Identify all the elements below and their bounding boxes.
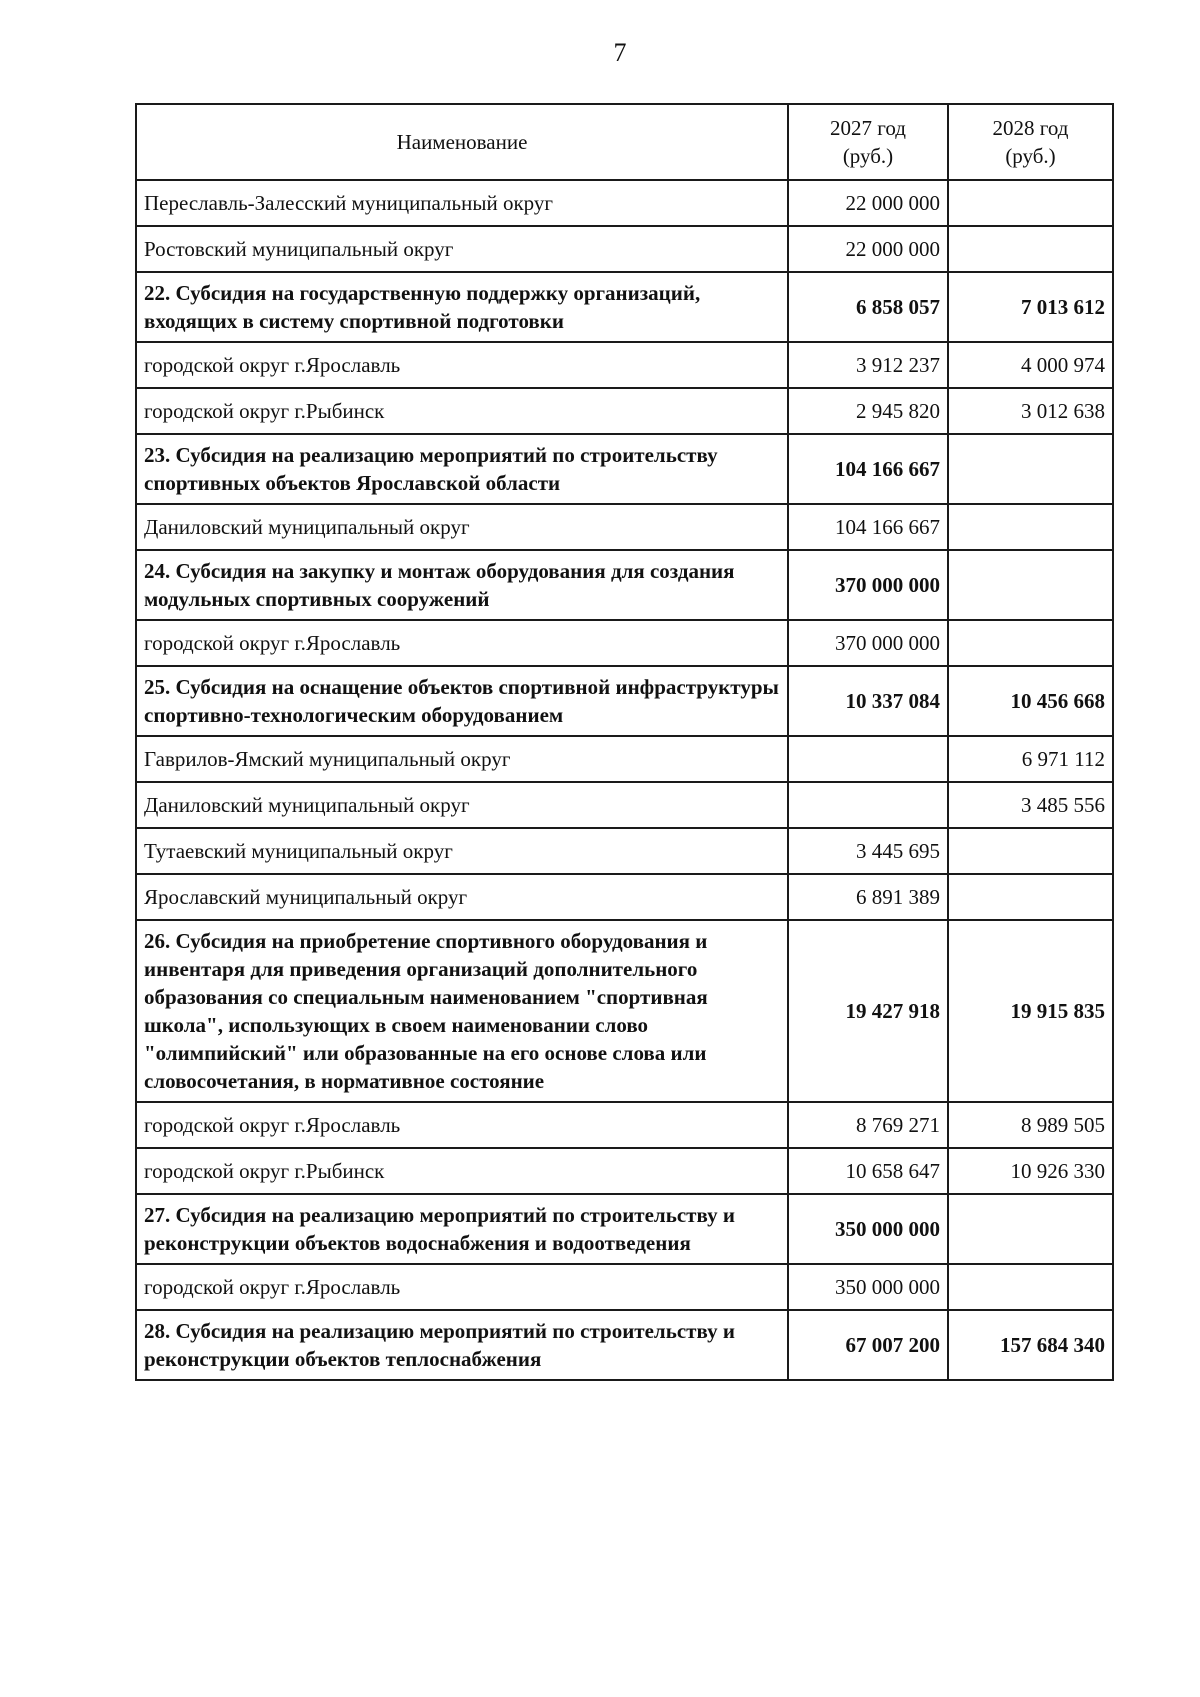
row-value-2027 (788, 736, 948, 782)
row-value-2027: 8 769 271 (788, 1102, 948, 1148)
row-name: Ростовский муниципальный округ (136, 226, 788, 272)
table-row (136, 782, 1113, 828)
row-value-2027: 3 912 237 (788, 342, 948, 388)
table-row (136, 1148, 1113, 1194)
subsidy-table (135, 103, 1114, 1381)
row-name: 26. Субсидия на приобретение спортивного оборудования и инвентаря для приведения организаций дополнительного образования со специальным наименованием "спортивная школа", использующих в своем наименовании слово "олимпийский" или образованные на его основе слова или словосочетания, в нормативное состояние (136, 920, 788, 1102)
row-value-2028: 10 926 330 (948, 1148, 1113, 1194)
row-name: Тутаевский муниципальный округ (136, 828, 788, 874)
row-value-2028 (948, 504, 1113, 550)
table-row (136, 226, 1113, 272)
row-value-2027: 22 000 000 (788, 180, 948, 226)
column-header-2027-unit: (руб.) (842, 144, 894, 168)
row-name: 25. Субсидия на оснащение объектов спортивной инфраструктуры спортивно-технологическим оборудованием (136, 666, 788, 736)
row-value-2028 (948, 620, 1113, 666)
table-row (136, 828, 1113, 874)
row-value-2027: 6 858 057 (788, 272, 948, 342)
table-row (136, 874, 1113, 920)
row-value-2028 (948, 434, 1113, 504)
row-value-2027: 350 000 000 (788, 1194, 948, 1264)
row-name: Ярославский муниципальный округ (136, 874, 788, 920)
row-name: 23. Субсидия на реализацию мероприятий по строительству спортивных объектов Ярославской области (136, 434, 788, 504)
row-value-2027: 10 337 084 (788, 666, 948, 736)
table-row (136, 342, 1113, 388)
table-row (136, 1102, 1113, 1148)
table-row-section (136, 550, 1113, 620)
row-value-2028 (948, 1194, 1113, 1264)
row-value-2027: 3 445 695 (788, 828, 948, 874)
table-row-section (136, 1194, 1113, 1264)
row-value-2028 (948, 550, 1113, 620)
column-header-2028-year: 2028 год (992, 116, 1069, 140)
row-value-2028 (948, 874, 1113, 920)
row-name: Переславль-Залесский муниципальный округ (136, 180, 788, 226)
row-name: городской округ г.Ярославль (136, 1102, 788, 1148)
row-value-2027: 370 000 000 (788, 550, 948, 620)
table-row (136, 180, 1113, 226)
table-body (136, 180, 1113, 1380)
table-row (136, 620, 1113, 666)
column-header-2027 (788, 104, 948, 180)
row-value-2027: 22 000 000 (788, 226, 948, 272)
column-header-2028 (948, 104, 1113, 180)
row-name: Даниловский муниципальный округ (136, 782, 788, 828)
table-row-section (136, 1310, 1113, 1380)
row-value-2028: 157 684 340 (948, 1310, 1113, 1380)
table-row (136, 388, 1113, 434)
row-name: 24. Субсидия на закупку и монтаж оборудования для создания модульных спортивных сооружений (136, 550, 788, 620)
table-row-section (136, 272, 1113, 342)
row-value-2028: 8 989 505 (948, 1102, 1113, 1148)
row-value-2028: 19 915 835 (948, 920, 1113, 1102)
row-name: Гаврилов-Ямский муниципальный округ (136, 736, 788, 782)
row-value-2028: 3 485 556 (948, 782, 1113, 828)
row-value-2027: 6 891 389 (788, 874, 948, 920)
table-row-section (136, 920, 1113, 1102)
table-header-row (136, 104, 1113, 180)
table-row-section (136, 434, 1113, 504)
row-value-2028: 6 971 112 (948, 736, 1113, 782)
row-name: Даниловский муниципальный округ (136, 504, 788, 550)
row-name: городской округ г.Рыбинск (136, 1148, 788, 1194)
row-name: 22. Субсидия на государственную поддержку организаций, входящих в систему спортивной подготовки (136, 272, 788, 342)
row-value-2028 (948, 226, 1113, 272)
row-name: 28. Субсидия на реализацию мероприятий по строительству и реконструкции объектов теплоснабжения (136, 1310, 788, 1380)
row-value-2028: 3 012 638 (948, 388, 1113, 434)
page-number: 7 (613, 38, 627, 67)
row-value-2027: 104 166 667 (788, 434, 948, 504)
table-row (136, 504, 1113, 550)
row-value-2027: 104 166 667 (788, 504, 948, 550)
row-value-2028 (948, 180, 1113, 226)
table-row-section (136, 666, 1113, 736)
row-value-2027 (788, 782, 948, 828)
row-name: городской округ г.Ярославль (136, 1264, 788, 1310)
row-name: городской округ г.Рыбинск (136, 388, 788, 434)
row-value-2027: 2 945 820 (788, 388, 948, 434)
column-header-name: Наименование (136, 104, 788, 180)
row-value-2027: 19 427 918 (788, 920, 948, 1102)
row-value-2028 (948, 1264, 1113, 1310)
row-name: 27. Субсидия на реализацию мероприятий по строительству и реконструкции объектов водоснабжения и водоотведения (136, 1194, 788, 1264)
row-value-2027: 10 658 647 (788, 1148, 948, 1194)
column-header-2028-unit: (руб.) (1005, 144, 1056, 168)
row-name: городской округ г.Ярославль (136, 620, 788, 666)
row-value-2028: 4 000 974 (948, 342, 1113, 388)
row-value-2028: 7 013 612 (948, 272, 1113, 342)
row-value-2028: 10 456 668 (948, 666, 1113, 736)
row-name: городской округ г.Ярославль (136, 342, 788, 388)
row-value-2027: 370 000 000 (788, 620, 948, 666)
column-header-2027-year: 2027 год (830, 116, 906, 140)
table-row (136, 736, 1113, 782)
row-value-2027: 350 000 000 (788, 1264, 948, 1310)
row-value-2027: 67 007 200 (788, 1310, 948, 1380)
row-value-2028 (948, 828, 1113, 874)
table-row (136, 1264, 1113, 1310)
